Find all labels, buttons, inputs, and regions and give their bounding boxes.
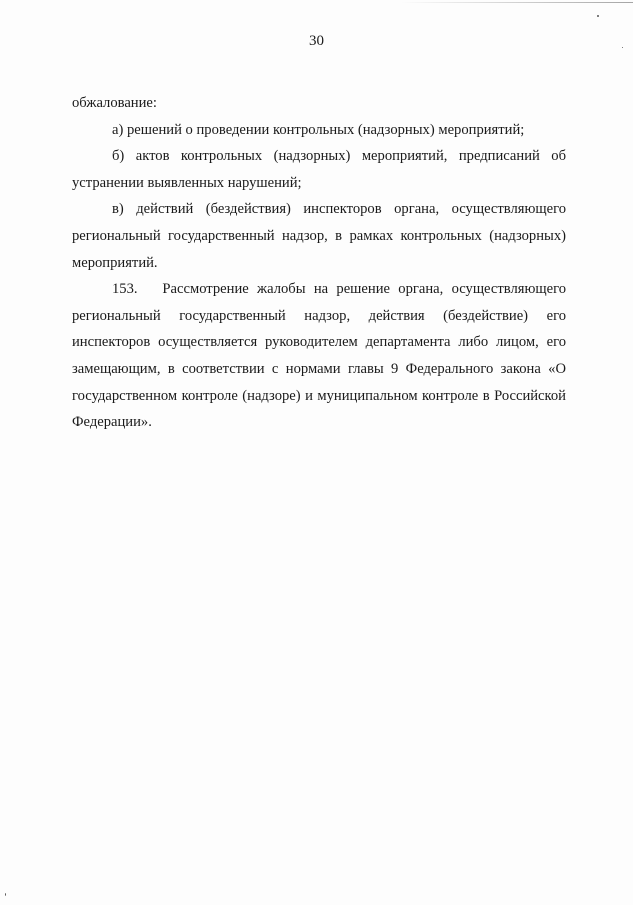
scan-speck [5,893,6,896]
scan-speck [597,15,599,17]
document-body [72,90,570,436]
paragraph-item-a: а) решений о проведении контрольных (надзорных) мероприятий; [112,121,525,138]
paragraph-appeal-intro: обжалование: [72,95,157,111]
paragraph-item-b: б) актов контрольных (надзорных) мероприятий, предписаний об устранении выявленных нарушений; [72,148,566,191]
paragraph-item-v: в) действий (бездействия) инспекторов органа, осуществляющего региональный государственный надзор, в рамках контрольных (надзорных) мероприятий. [72,201,566,271]
page-number: 30 [309,33,324,49]
scan-artifact-line [400,2,633,3]
paragraph-153: 153. Рассмотрение жалобы на решение органа, осуществляющего региональный государственный надзор, действия (бездействие) его инспекторов осуществляется руководителем департамента либо лицом, его замещающим, в соответствии с нормами главы 9 Федерального закона «О государственном контроле (надзоре) и муниципальном контроле в Российской Федерации». [72,281,570,431]
